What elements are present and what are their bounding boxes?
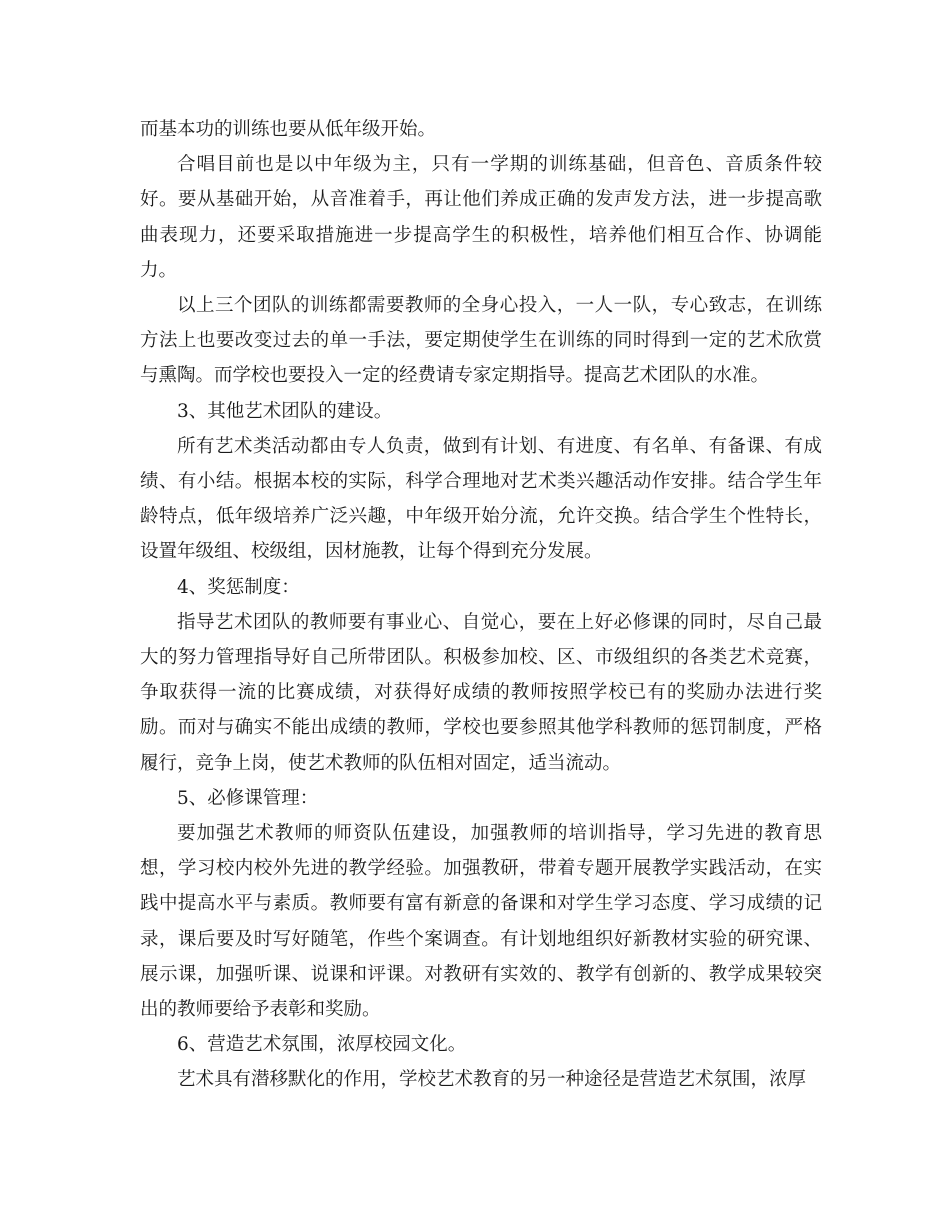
section-heading: 3、其他艺术团队的建设。 <box>177 400 393 422</box>
paragraph: 而基本功的训练也要从低年级开始。 <box>140 119 437 140</box>
document-body <box>140 112 822 1098</box>
paragraph: 所有艺术类活动都由专人负责，做到有计划、有进度、有名单、有备课、有成绩、有小结。根据本校的实际，科学合理地对艺术类兴趣活动作安排。结合学生年龄特点，低年级培养广泛兴趣，中年级开始分流，允许交换。结合学生个性特长，设置年级组、校级组，因材施教，让每个得到充分发展。 <box>140 435 822 563</box>
section-heading: 5、必修课管理： <box>177 787 319 809</box>
paragraph: 以上三个团队的训练都需要教师的全身心投入，一人一队，专心致志，在训练方法上也要改变过去的单一手法，要定期使学生在训练的同时得到一定的艺术欣赏与熏陶。而学校也要投入一定的经费请专家定期指导。提高艺术团队的水准。 <box>140 295 822 387</box>
paragraph: 合唱目前也是以中年级为主，只有一学期的训练基础，但音色、音质条件较好。要从基础开始，从音准着手，再让他们养成正确的发声发方法，进一步提高歌曲表现力，还要采取措施进一步提高学生的积极性，培养他们相互合作、协调能力。 <box>140 154 822 281</box>
section-heading: 4、奖惩制度： <box>177 576 300 598</box>
paragraph: 指导艺术团队的教师要有事业心、自觉心，要在上好必修课的同时，尽自己最大的努力管理指导好自己所带团队。积极参加校、区、市级组织的各类艺术竞赛，争取获得一流的比赛成绩，对获得好成绩的教师按照学校已有的奖励办法进行奖励。而对与确实不能出成绩的教师，学校也要参照其他学科教师的惩罚制度，严格履行，竞争上岗，使艺术教师的队伍相对固定，适当流动。 <box>140 611 822 774</box>
section-heading: 6、营造艺术氛围，浓厚校园文化。 <box>177 1034 467 1056</box>
paragraph: 艺术具有潜移默化的作用，学校艺术教育的另一种途径是营造艺术氛围，浓厚 <box>177 1069 807 1091</box>
paragraph: 要加强艺术教师的师资队伍建设，加强教师的培训指导，学习先进的教育思想，学习校内校外先进的教学经验。加强教研，带着专题开展教学实践活动，在实践中提高水平与素质。教师要有富有新意的备课和对学生学习态度、学习成绩的记录，课后要及时写好随笔，作些个案调查。有计划地组织好新教材实验的研究课、展示课，加强听课、说课和评课。对教研有实效的、教学有创新的、教学成果较突出的教师要给予表彰和奖励。 <box>140 823 822 1021</box>
